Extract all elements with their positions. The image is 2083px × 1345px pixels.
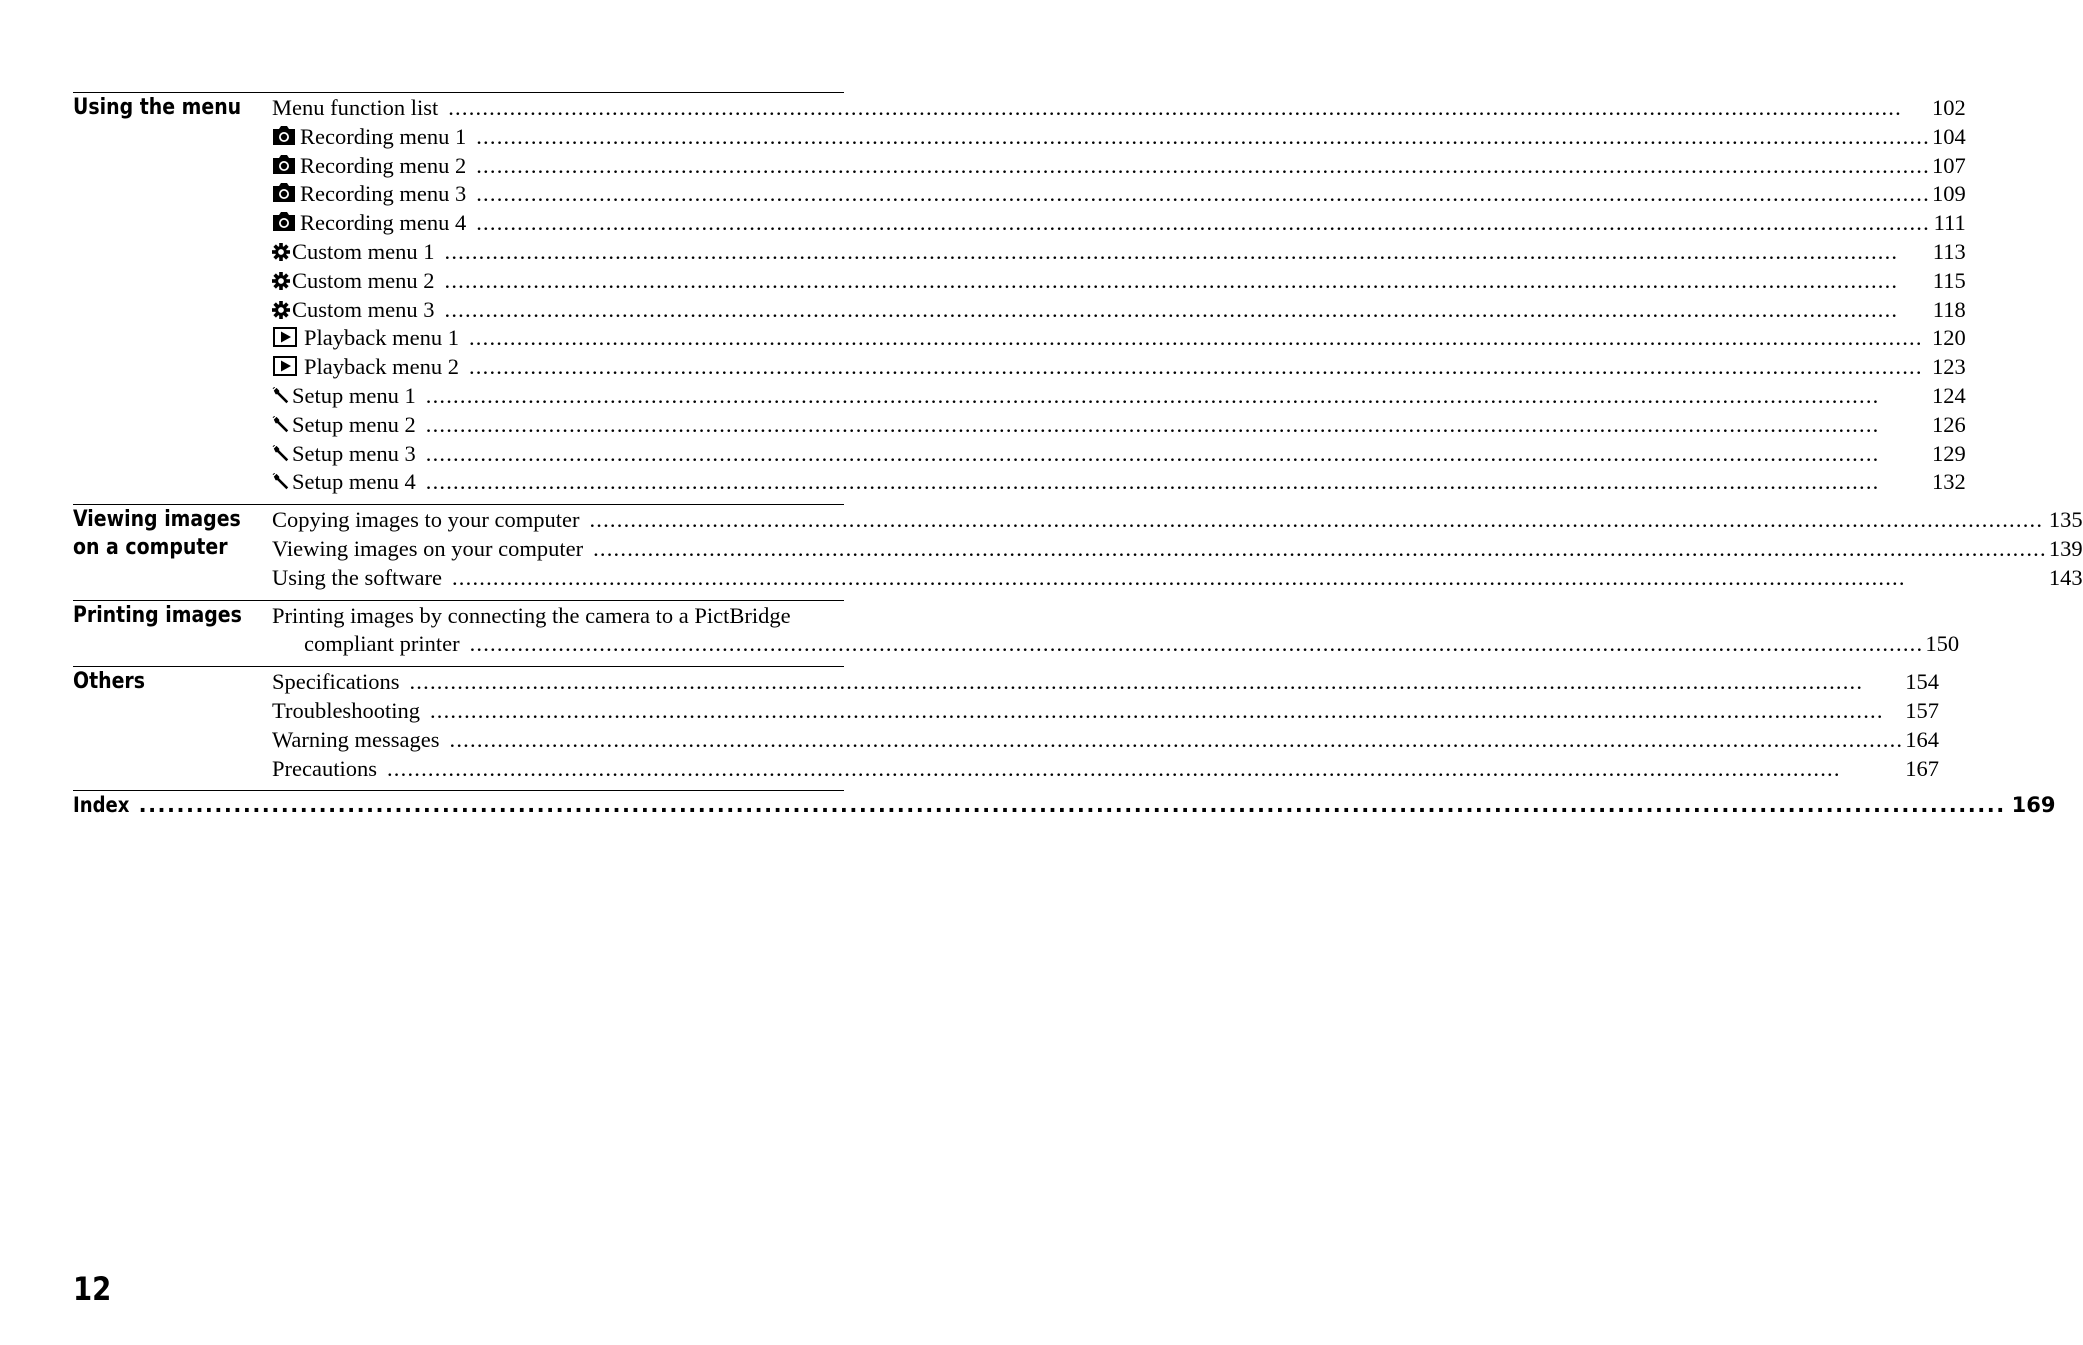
entry-label: Recording menu 1 <box>300 123 467 149</box>
gear-icon <box>272 243 292 261</box>
playback-icon <box>272 327 304 347</box>
toc-entry[interactable] <box>272 468 1966 497</box>
entry-page: 154 <box>1905 669 1940 695</box>
leader-dots <box>426 468 1930 497</box>
leader-dots <box>387 755 1903 784</box>
entry-page: 164 <box>1905 726 1940 752</box>
toc-section-viewing-images <box>73 504 2083 599</box>
toc-entry[interactable] <box>272 324 1966 353</box>
entry-label: Recording menu 3 <box>300 181 467 207</box>
leader-dots <box>445 267 1931 296</box>
toc-section-others <box>73 666 1940 790</box>
entry-page: 150 <box>1925 631 1960 657</box>
entry-page: 129 <box>1931 440 1966 466</box>
gear-icon <box>272 301 292 319</box>
leader-dots <box>450 726 1904 755</box>
entry-label: Playback menu 2 <box>304 354 459 380</box>
leader-dots <box>469 324 1930 353</box>
entry-page: 143 <box>2048 564 2083 590</box>
entry-page: 132 <box>1931 469 1966 495</box>
wrench-icon <box>272 416 292 434</box>
wrench-icon <box>272 387 292 405</box>
toc-entry[interactable] <box>272 296 1966 325</box>
leader-dots <box>448 94 1930 123</box>
leader-dots <box>426 382 1930 411</box>
toc-entry[interactable] <box>272 506 2083 535</box>
entry-page: 120 <box>1931 325 1966 351</box>
entry-page: 109 <box>1931 181 1966 207</box>
camera-icon <box>272 183 300 203</box>
leader-dots <box>476 152 1930 181</box>
toc-entry[interactable] <box>272 123 1966 152</box>
entry-label: Setup menu 2 <box>292 411 416 437</box>
leader-dots <box>430 697 1903 726</box>
toc-entry[interactable] <box>272 564 2083 593</box>
leader-dots <box>445 238 1931 267</box>
entry-label: Recording menu 2 <box>300 152 467 178</box>
entry-label: Recording menu 4 <box>300 210 467 236</box>
entry-page: 123 <box>1931 354 1966 380</box>
entry-label: Menu function list <box>272 95 439 120</box>
leader-dots <box>589 506 2046 535</box>
section-entries <box>272 601 1959 660</box>
camera-icon <box>272 155 300 175</box>
entry-page: 157 <box>1905 697 1940 723</box>
section-title-line: on a computer <box>73 535 228 561</box>
wrench-icon <box>272 445 292 463</box>
toc-entry[interactable] <box>272 209 1966 238</box>
section-title: Printing images <box>73 602 242 628</box>
section-title: Others <box>73 669 146 695</box>
toc-entry[interactable] <box>272 602 1959 660</box>
entry-page: 126 <box>1931 411 1966 437</box>
entry-label: Specifications <box>272 669 400 695</box>
section-title: Using the menu <box>73 95 242 120</box>
camera-icon <box>272 212 300 232</box>
entry-label: Precautions <box>272 755 377 781</box>
page-number: 12 <box>73 1270 112 1308</box>
entry-label: Setup menu 3 <box>292 440 416 466</box>
toc-section-using-the-menu <box>73 92 1966 504</box>
entry-page: 111 <box>1933 210 1966 236</box>
playback-icon <box>272 356 304 376</box>
entry-label: Playback menu 1 <box>304 325 459 351</box>
leader-dots <box>476 123 1930 152</box>
leader-dots <box>476 180 1930 209</box>
toc-entry[interactable] <box>272 668 1939 697</box>
toc-entry[interactable] <box>272 94 1966 123</box>
section-entries <box>272 505 2083 592</box>
entry-label-line <box>272 602 1959 631</box>
entry-label: Custom menu 1 <box>292 238 435 264</box>
entry-label-line <box>272 630 1959 659</box>
leader-dots <box>470 630 1924 659</box>
index-page: 169 <box>2011 793 2056 818</box>
entry-label: Warning messages <box>272 726 440 752</box>
toc-entry[interactable] <box>272 440 1966 469</box>
table-of-contents <box>73 92 2083 819</box>
leader-dots <box>139 791 2006 819</box>
section-entries <box>272 93 1966 497</box>
toc-entry[interactable] <box>272 180 1966 209</box>
toc-entry[interactable] <box>272 353 1966 382</box>
leader-dots <box>426 440 1930 469</box>
leader-dots <box>426 411 1930 440</box>
entry-page: 135 <box>2048 507 2083 533</box>
entry-page: 167 <box>1905 755 1940 781</box>
camera-icon <box>272 126 300 146</box>
toc-entry[interactable] <box>272 267 1966 296</box>
entry-page: 118 <box>1932 296 1966 322</box>
entry-page: 113 <box>1932 238 1966 264</box>
toc-entry[interactable] <box>272 238 1966 267</box>
entry-label: compliant printer <box>304 631 460 657</box>
toc-index-entry[interactable] <box>73 790 2056 819</box>
entry-page: 139 <box>2048 535 2083 561</box>
entry-label: Copying images to your computer <box>272 507 580 533</box>
leader-dots <box>409 668 1903 697</box>
wrench-icon <box>272 473 292 491</box>
leader-dots <box>452 564 2047 593</box>
entry-label: Setup menu 4 <box>292 469 416 495</box>
entry-label: Using the software <box>272 564 442 590</box>
toc-section-printing-images <box>73 600 1960 667</box>
entry-label: Troubleshooting <box>272 697 420 723</box>
entry-label: Printing images by connecting the camera to a PictBridge <box>272 602 791 628</box>
entry-label: Setup menu 1 <box>292 382 416 408</box>
leader-dots <box>469 353 1930 382</box>
toc-entry[interactable] <box>272 535 2083 564</box>
entry-page: 115 <box>1932 267 1966 293</box>
section-entries <box>272 667 1939 783</box>
leader-dots <box>593 535 2047 564</box>
section-title <box>73 505 244 592</box>
entry-page: 102 <box>1931 95 1966 120</box>
leader-dots <box>445 296 1931 325</box>
gear-icon <box>272 272 292 290</box>
entry-label: Custom menu 2 <box>292 267 435 293</box>
entry-page: 104 <box>1931 123 1966 149</box>
entry-page: 124 <box>1931 382 1966 408</box>
toc-entry[interactable] <box>272 697 1939 726</box>
toc-entry[interactable] <box>272 755 1939 784</box>
entry-page: 107 <box>1931 152 1966 178</box>
entry-label: Viewing images on your computer <box>272 535 584 561</box>
leader-dots <box>476 209 1931 238</box>
toc-entry[interactable] <box>272 726 1939 755</box>
toc-entry[interactable] <box>272 411 1966 440</box>
toc-entry[interactable] <box>272 382 1966 411</box>
section-title-line: Viewing images <box>73 507 241 533</box>
index-label: Index <box>73 793 130 818</box>
entry-label: Custom menu 3 <box>292 296 435 322</box>
toc-entry[interactable] <box>272 152 1966 181</box>
